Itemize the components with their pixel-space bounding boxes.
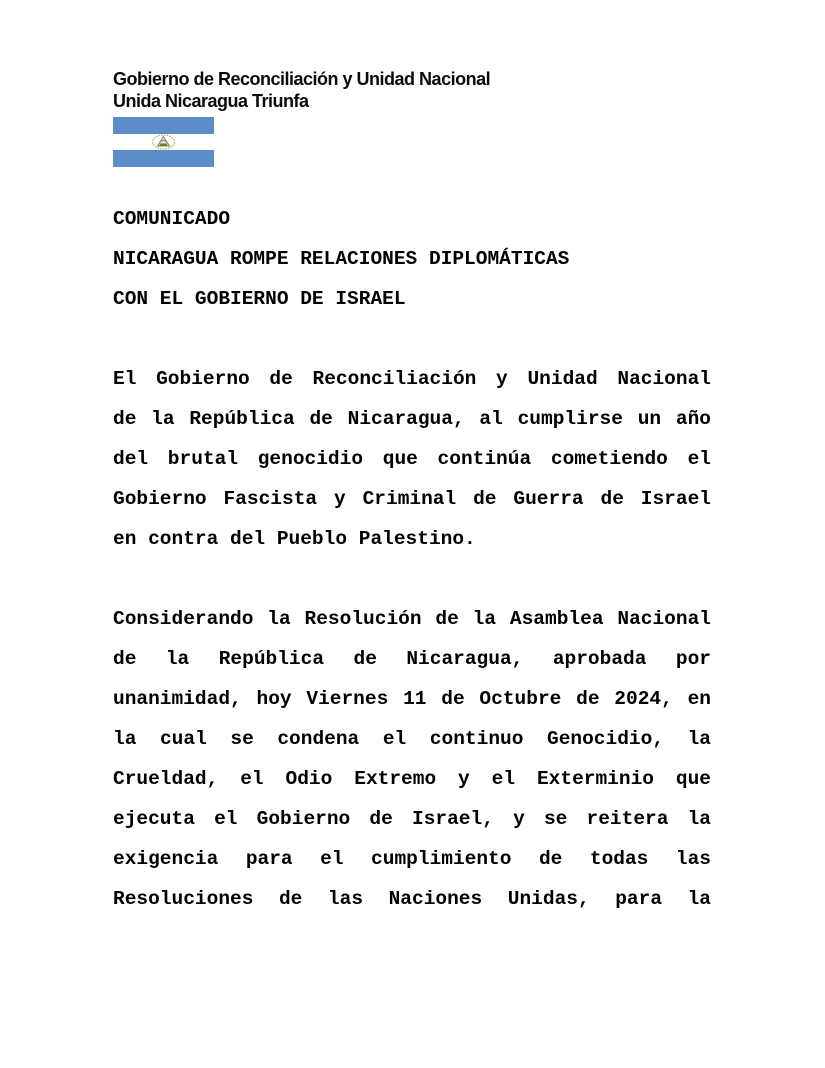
flag-stripe-top: [113, 117, 214, 134]
paragraph-1-line: El Gobierno de Reconciliación y Unidad Nacional: [113, 368, 711, 390]
paragraph-2-line: Crueldad, el Odio Extremo y el Exterminio que: [113, 768, 711, 790]
letterhead-line1: Gobierno de Reconciliación y Unidad Nacional: [113, 69, 491, 89]
paragraph-1-line: del brutal genocidio que continúa cometiendo el: [113, 448, 711, 470]
flag-stripe-bottom: [113, 150, 214, 167]
paragraph-2-line: la cual se condena el continuo Genocidio, la: [113, 728, 711, 750]
paragraph-1-line: en contra del Pueblo Palestino.: [113, 528, 476, 550]
paragraph-2-line: exigencia para el cumplimiento de todas las: [113, 848, 711, 870]
paragraph-2-line: de la República de Nicaragua, aprobada por: [113, 648, 711, 670]
letterhead: [113, 68, 711, 112]
title-line-1: COMUNICADO: [113, 208, 231, 230]
paragraph-2-line: Considerando la Resolución de la Asamblea Nacional: [113, 608, 711, 630]
paragraph-1: [113, 359, 711, 559]
title-line-3: CON EL GOBIERNO DE ISRAEL: [113, 288, 406, 310]
paragraph-1-line: Gobierno Fascista y Criminal de Guerra de Israel: [113, 488, 711, 510]
title-line-2: NICARAGUA ROMPE RELACIONES DIPLOMÁTICAS: [113, 248, 570, 270]
paragraph-2-line: unanimidad, hoy Viernes 11 de Octubre de 2024, en: [113, 688, 711, 710]
paragraph-2-line: Resoluciones de las Naciones Unidas, para la: [113, 888, 711, 910]
document-content: [113, 0, 711, 919]
paragraph-2-line: ejecuta el Gobierno de Israel, y se reitera la: [113, 808, 711, 830]
document-title: [113, 199, 711, 319]
letterhead-line2: Unida Nicaragua Triunfa: [113, 91, 309, 111]
nicaragua-flag-image: [113, 117, 214, 167]
paragraph-2: [113, 599, 711, 919]
paragraph-1-line: de la República de Nicaragua, al cumplirse un año: [113, 408, 711, 430]
